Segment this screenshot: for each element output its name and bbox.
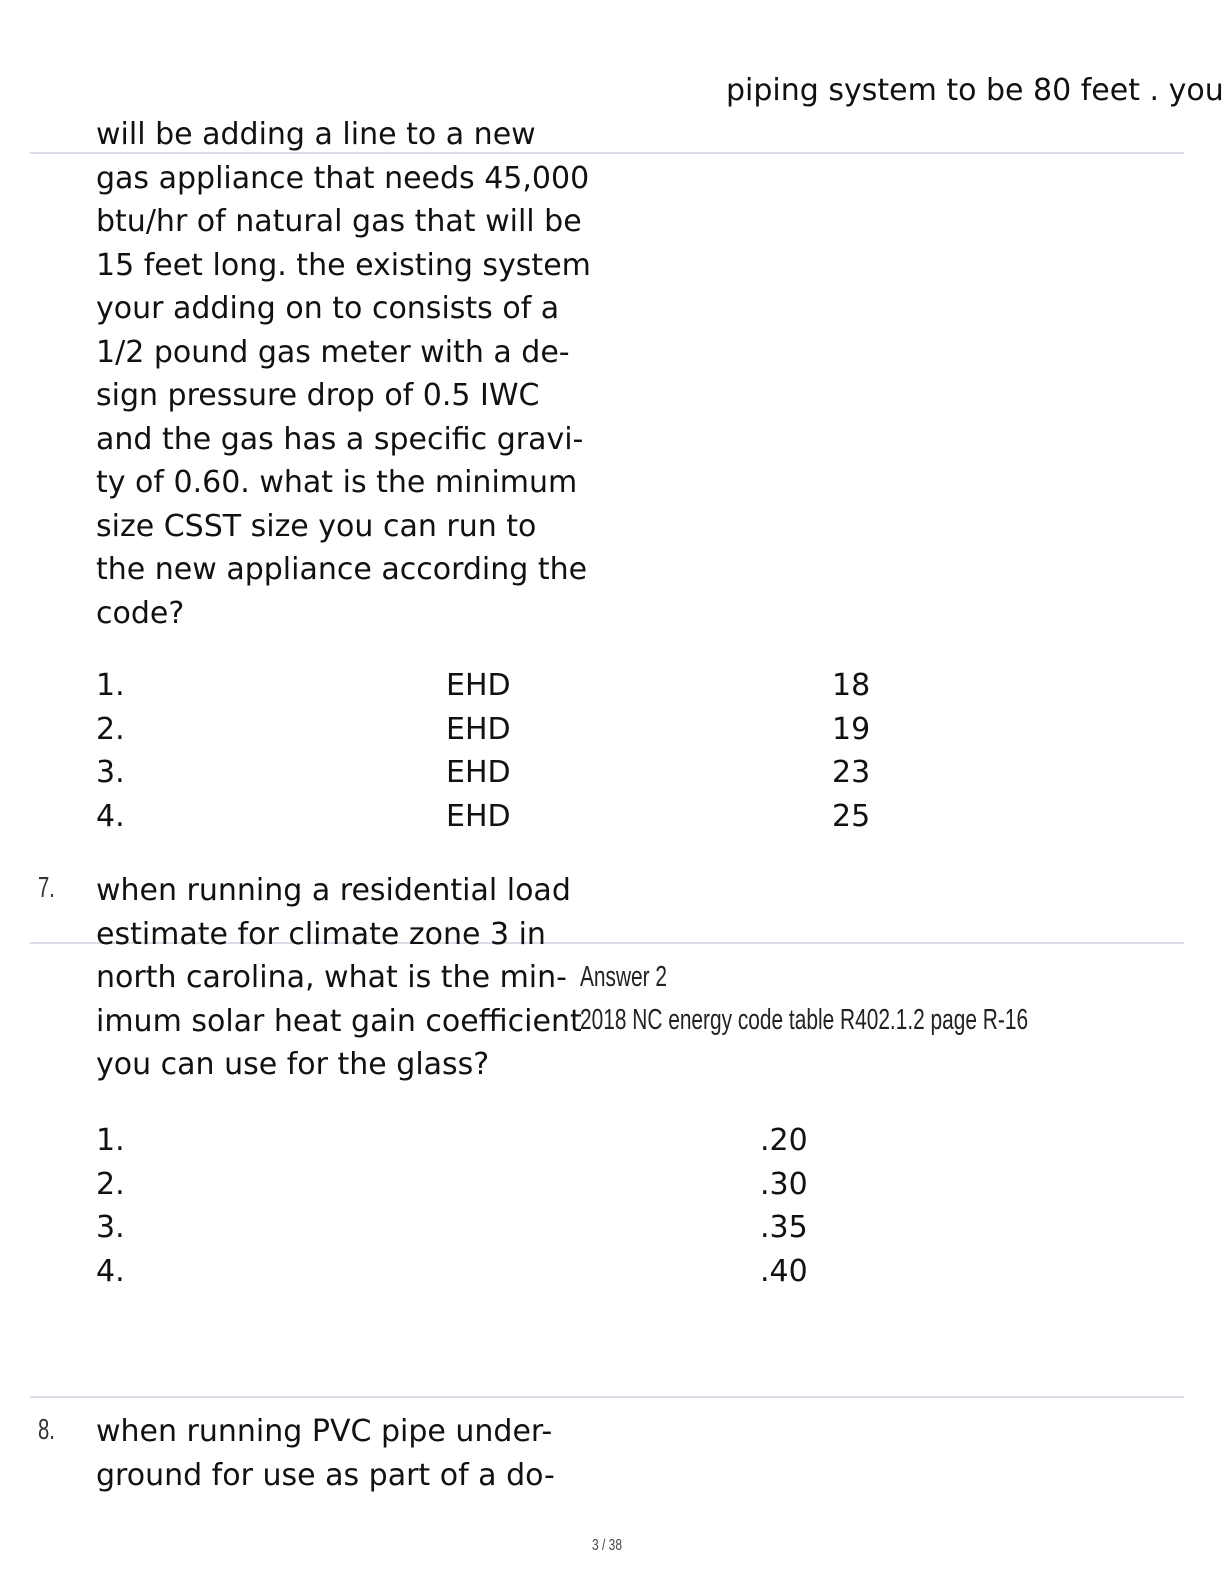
q7-option (96, 1163, 996, 1207)
q7-option (96, 1119, 996, 1163)
q8-number: 8. (38, 1414, 55, 1446)
option-type: EHD (446, 668, 511, 703)
q6-line: will be adding a line to a new (96, 117, 536, 152)
q8-text (96, 1410, 555, 1497)
divider-line (30, 1396, 1184, 1398)
option-number: 4. (96, 798, 125, 834)
q6-option (96, 708, 996, 752)
option-type: EHD (446, 711, 511, 747)
q6-line: 15 feet long. the existing system (96, 247, 591, 283)
q6-line: code? (96, 595, 185, 631)
option-value: 25 (832, 798, 871, 834)
option-value: .40 (760, 1253, 808, 1289)
q7-number: 7. (38, 872, 55, 904)
q6-text (96, 113, 591, 635)
q7-line: you can use for the glass? (96, 1047, 490, 1082)
page-number: 3 / 38 (592, 1537, 623, 1554)
option-value: 19 (832, 711, 871, 747)
q6-line: and the gas has a specific gravi- (96, 421, 584, 457)
q7-line: estimate for climate zone 3 in (96, 916, 546, 952)
q6-option (96, 751, 996, 795)
q8-line: ground for use as part of a do- (96, 1457, 555, 1493)
q7-options (96, 1119, 996, 1293)
q7-line: imum solar heat gain coefficient (96, 1003, 582, 1039)
q7-option (96, 1250, 996, 1294)
option-type: EHD (446, 755, 511, 790)
option-value: 18 (832, 668, 871, 703)
option-number: 2. (96, 1166, 125, 1202)
q8-line: when running PVC pipe under- (96, 1414, 553, 1449)
q7-answer-note: Answer 2 (580, 961, 668, 993)
q7-line: north carolina, what is the min- (96, 960, 567, 995)
q7-text (96, 869, 582, 1087)
q7-line: when running a residential load (96, 873, 571, 908)
q6-line: gas appliance that needs 45,000 (96, 160, 590, 196)
option-value: 23 (832, 755, 871, 790)
q6-top-line: piping system to be 80 feet . you (726, 73, 1224, 108)
option-number: 4. (96, 1253, 125, 1289)
option-value: .20 (760, 1123, 808, 1158)
q6-option (96, 664, 996, 708)
option-number: 3. (96, 755, 125, 790)
q6-line: 1/2 pound gas meter with a de- (96, 334, 570, 370)
option-number: 2. (96, 711, 125, 747)
option-value: .30 (760, 1166, 808, 1202)
q6-line: ty of 0.60. what is the minimum (96, 465, 578, 500)
q7-option (96, 1206, 996, 1250)
q6-line: sign pressure drop of 0.5 IWC (96, 378, 540, 413)
q6-line: btu/hr of natural gas that will be (96, 204, 582, 239)
q6-options (96, 664, 996, 838)
q6-line: the new appliance according the (96, 552, 588, 587)
q6-line: size CSST size you can run to (96, 508, 537, 544)
q6-option (96, 795, 996, 839)
option-number: 3. (96, 1210, 125, 1245)
option-value: .35 (760, 1210, 808, 1245)
option-type: EHD (446, 798, 511, 834)
q6-line: your adding on to consists of a (96, 291, 560, 326)
option-number: 1. (96, 668, 125, 703)
q7-reference-note: 2018 NC energy code table R402.1.2 page R-16 (580, 1004, 1029, 1036)
option-number: 1. (96, 1123, 125, 1158)
